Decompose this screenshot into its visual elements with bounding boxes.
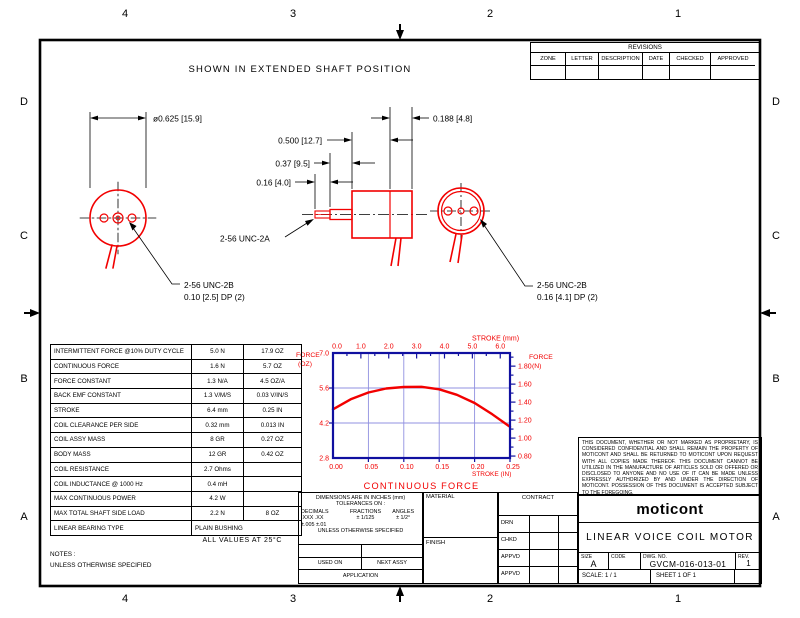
chart-label-top: 3.0 (411, 343, 422, 351)
zone-right-B: B (772, 373, 780, 385)
spec-row (51, 418, 302, 433)
side-view (302, 191, 428, 266)
spec-value-metric: 6.4 mm (192, 403, 244, 418)
size-label: SIZE (581, 554, 593, 560)
tol-decimals-values: .XXX .XX (301, 515, 324, 522)
spec-row (51, 447, 302, 462)
notes-text: UNLESS OTHERWISE SPECIFIED (50, 562, 152, 569)
scale-row (579, 570, 761, 584)
dwg-no-label: DWG. NO. (643, 554, 667, 560)
lead-wires (391, 238, 401, 266)
disclaimer-text: THIS DOCUMENT, WHETHER OR NOT MARKED AS PROPRIETARY, IS CONSIDERED CONFIDENTIAL AND SHALL REMAIN THE PROPERTY OF MOTICONT AND SHALL BE RETURNED TO MOTICONT UPON REQUEST WITH ALL COPIES MADE THEREOF. THIS DOCUMENT CANNOT BE UTILIZED IN THE MANUFACTURE OF ARTICLES SOLD OR OFFERED OR DISCLOSED TO ANYONE AND NO USE OF IT CAN BE MADE UNLESS EXPRESSLY AUTHORIZED BY AND UNDER THE DIRECTION OF MOTICONT. POSSESSION OF THIS DOCUMENT IS ACCEPTED SUBJECT TO THE FOREGOING. (582, 440, 758, 496)
contract-rows (499, 515, 577, 583)
size-value: A (590, 559, 597, 569)
dim-037: 0.37 [9.5] (275, 158, 310, 169)
spec-value-metric: 0.32 mm (192, 418, 244, 433)
spec-row (51, 359, 302, 374)
revisions-col-description: DESCRIPTION (599, 53, 643, 66)
tolerance-block (298, 492, 423, 584)
revisions-title: REVISIONS (531, 43, 759, 53)
tol-line1: DIMENSIONS ARE IN INCHES (mm) (315, 495, 406, 501)
spec-value-metric: 12 GR (192, 447, 244, 462)
zone-bottom-1: 1 (674, 593, 682, 605)
contract-row-chkd (499, 532, 577, 549)
logo-row (579, 496, 761, 523)
spec-label: LINEAR BEARING TYPE (51, 521, 192, 536)
dim-0500: 0.500 [12.7] (278, 135, 322, 146)
zone-bottom-3: 3 (289, 593, 297, 605)
chart-label-right: 1.80 (518, 363, 532, 371)
contract-row-date-cell (559, 550, 577, 566)
chart-label-bottom: 0.25 (506, 464, 520, 471)
zone-top-3: 3 (289, 8, 297, 20)
revisions-col-approved: APPROVED (711, 53, 755, 66)
contract-row-name-cell (530, 550, 559, 566)
tol-line3: UNLESS OTHERWISE SPECIFIED (317, 528, 404, 535)
zone-right-D: D (772, 96, 780, 108)
contract-row-name-cell (530, 533, 559, 549)
tol-angles (386, 509, 420, 528)
zone-top-2: 2 (486, 8, 494, 20)
next-assy-label: NEXT ASSY (377, 560, 407, 566)
spec-value-imperial: 17.9 OZ (243, 345, 301, 360)
spec-value-imperial: 0.013 IN (243, 418, 301, 433)
tol-decimals-header: DECIMALS (301, 508, 329, 515)
chart-axis-title-left: FORCE (296, 352, 320, 359)
material-block (423, 492, 498, 584)
dim-diameter: ø0.625 [15.9] (153, 113, 202, 124)
contract-row-appvd (499, 549, 577, 566)
chart-label-top: 1.0 (356, 343, 366, 351)
scale-row-spacer (735, 570, 761, 584)
zone-top-1: 1 (674, 8, 682, 20)
revisions-empty-row (531, 66, 759, 79)
contract-row-drn (499, 515, 577, 532)
spec-label: STROKE (51, 403, 192, 418)
zone-right-C: C (772, 230, 780, 242)
spec-value-imperial: 0.27 OZ (243, 433, 301, 448)
label-unc2b-right-1: 2-56 UNC-2B (537, 280, 587, 290)
chart-axis-title-top: STROKE (mm) (472, 335, 520, 343)
spec-value-metric: 0.4 mH (192, 477, 244, 492)
label-unc2b-right-2: 0.16 [4.1] DP (2) (537, 292, 598, 302)
spec-row (51, 477, 302, 492)
notes-label: NOTES : (50, 551, 76, 558)
used-on-empty-row (299, 544, 422, 558)
spec-label: FORCE CONSTANT (51, 374, 192, 389)
chart-label-top: 0.0 (332, 343, 342, 351)
contract-label: CONTRACT (521, 495, 555, 501)
lead-wires (106, 245, 117, 268)
spec-row (51, 433, 302, 448)
chart-label-bottom: 0.00 (329, 464, 343, 471)
spec-label: COIL RESISTANCE (51, 462, 192, 477)
contract-row-name-cell (530, 567, 559, 583)
sheet-cell: SHEET 1 OF 1 (651, 570, 735, 584)
spec-label: CONTINUOUS FORCE (51, 359, 192, 374)
spec-label: MAX CONTINUOUS POWER (51, 491, 192, 506)
dimension-labels (153, 114, 598, 303)
spec-row (51, 462, 302, 477)
contract-row-label: APPVD (499, 550, 530, 566)
contract-row-label: DRN (499, 516, 530, 532)
force-curve (333, 387, 510, 427)
spec-value-metric: 1.3 V/M/S (192, 389, 244, 404)
drawing-title: LINEAR VOICE COIL MOTOR (586, 532, 754, 543)
revisions-col-date: DATE (643, 53, 670, 66)
dwg-no-cell (641, 553, 736, 569)
zone-right-A: A (772, 511, 780, 523)
spec-row (51, 521, 302, 536)
zone-left-D: D (20, 96, 28, 108)
dim-016: 0.16 [4.0] (256, 177, 291, 188)
contract-row-date-cell (559, 533, 577, 549)
revisions-col-checked: CHECKED (670, 53, 711, 66)
contract-row-date-cell (559, 567, 577, 583)
title-block (578, 495, 762, 584)
disclaimer-box (578, 437, 762, 495)
spec-row (51, 389, 302, 404)
tol-angles-value: ± 1/2° (396, 515, 411, 522)
tol-decimals (301, 509, 345, 528)
material-label: MATERIAL (426, 494, 455, 500)
chart-label-bottom: 0.20 (470, 464, 485, 471)
spec-row (51, 345, 302, 360)
chart-axis-title-right: (N) (532, 363, 542, 370)
specifications-table (50, 344, 302, 536)
spec-value-metric: 1.6 N (192, 359, 244, 374)
tol-columns (299, 508, 422, 528)
chart-label-right: 1.00 (518, 435, 532, 443)
revisions-empty-cell (531, 66, 566, 79)
spec-value-imperial: 0.03 V/IN/S (243, 389, 301, 404)
label-unc2a: 2-56 UNC-2A (220, 233, 270, 244)
spec-row (51, 506, 302, 521)
spec-value-imperial (243, 491, 301, 506)
contract-row-label: APPVD (499, 567, 530, 583)
spec-value-imperial (243, 477, 301, 492)
spec-row (51, 403, 302, 418)
revisions-empty-cell (711, 66, 755, 79)
chart-axis-title-bottom: STROKE (IN) (472, 471, 512, 478)
tol-angles-header: ANGLES (392, 508, 415, 515)
size-cell (579, 553, 609, 569)
chart-label-top: 2.0 (383, 343, 394, 351)
label-unc2b-left-2: 0.10 [2.5] DP (2) (184, 292, 245, 302)
spec-label: COIL ASSY MASS (51, 433, 192, 448)
spec-value-imperial: 8 OZ (243, 506, 301, 521)
used-on-label: USED ON (299, 558, 362, 570)
revisions-table (530, 42, 760, 80)
chart-label-top: 4.0 (439, 343, 450, 351)
chart-label-right: 1.20 (518, 417, 532, 425)
chart-label-left: 5.6 (319, 385, 329, 393)
revisions-empty-cell (599, 66, 643, 79)
code-cell (609, 553, 641, 569)
spec-value-merged: PLAIN BUSHING (192, 521, 302, 536)
chart-label-bottom: 0.15 (435, 464, 450, 471)
spec-value-metric: 4.2 W (192, 491, 244, 506)
spec-value-metric: 8 GR (192, 433, 244, 448)
left-end-view (80, 182, 156, 268)
spec-value-imperial: 0.25 IN (243, 403, 301, 418)
spec-label: BACK EMF CONSTANT (51, 389, 192, 404)
chart-label-left: 4.2 (319, 420, 329, 428)
finish-label: FINISH (426, 540, 446, 546)
view-caption: SHOWN IN EXTENDED SHAFT POSITION (188, 64, 412, 75)
chart-label-top: 6.0 (495, 343, 506, 351)
spec-row (51, 374, 302, 389)
contract-row-name-cell (530, 516, 559, 532)
zone-top-4: 4 (121, 8, 129, 20)
chart-label-right: 1.60 (518, 381, 532, 389)
size-row (579, 553, 761, 570)
zone-left-A: A (20, 511, 28, 523)
spec-value-metric: 5.0 N (192, 345, 244, 360)
contract-block (498, 492, 578, 584)
title-row (579, 523, 761, 553)
spec-value-metric: 2.7 Ohms (192, 462, 244, 477)
spec-value-metric: 2.2 N (192, 506, 244, 521)
chart-label-left: 2.8 (319, 455, 329, 463)
tol-fractions-value: ± 1/125 (356, 515, 375, 522)
lead-wires (450, 234, 462, 263)
revisions-empty-cell (670, 66, 711, 79)
spec-label: COIL INDUCTANCE @ 1000 Hz (51, 477, 192, 492)
spec-value-imperial: 4.5 OZ/A (243, 374, 301, 389)
spec-value-imperial: 5.7 OZ (243, 359, 301, 374)
chart-label-right: 0.80 (518, 453, 532, 461)
chart-plot-border (333, 353, 510, 458)
application-row (299, 569, 422, 583)
dwg-no-value: GVCM-016-013-01 (649, 559, 727, 569)
spec-value-imperial: 0.42 OZ (243, 447, 301, 462)
contract-row-date-cell (559, 516, 577, 532)
chart-label-left: 7.0 (319, 350, 329, 358)
moticont-logo: moticont (636, 500, 704, 518)
rev-value: 1 (746, 559, 751, 568)
spec-value-imperial (243, 462, 301, 477)
spec-label: COIL CLEARANCE PER SIDE (51, 418, 192, 433)
spec-label: MAX TOTAL SHAFT SIDE LOAD (51, 506, 192, 521)
revisions-empty-cell (566, 66, 599, 79)
chart-label-bottom: 0.05 (364, 464, 379, 471)
chart-axis-title-left: (OZ) (298, 361, 312, 368)
spec-label: INTERMITTENT FORCE @10% DUTY CYCLE (51, 345, 192, 360)
label-unc2b-left-1: 2-56 UNC-2B (184, 280, 234, 290)
chart-label-right: 1.40 (518, 399, 532, 407)
contract-row-label: CHKD (499, 533, 530, 549)
dimensions (90, 107, 533, 286)
rev-cell (736, 553, 761, 569)
zone-bottom-4: 4 (121, 593, 129, 605)
dim-0188: 0.188 [4.8] (433, 113, 473, 124)
application-label: APPLICATION (342, 573, 379, 579)
contract-row-appvd (499, 566, 577, 583)
zone-left-C: C (20, 230, 28, 242)
chart-label-top: 5.0 (467, 343, 478, 351)
zone-left-B: B (20, 373, 28, 385)
tol-fractions (345, 509, 387, 528)
chart-axis-title-right: FORCE (529, 354, 553, 361)
chart-title: CONTINUOUS FORCE (363, 481, 480, 491)
revisions-empty-cell (643, 66, 670, 79)
spec-row (51, 491, 302, 506)
continuous-force-chart (296, 336, 553, 492)
revisions-col-zone: ZONE (531, 53, 566, 66)
spec-value-metric: 1.3 N/A (192, 374, 244, 389)
scale-cell: SCALE: 1 / 1 (579, 570, 651, 584)
code-label: CODE (611, 554, 626, 560)
revisions-col-letter: LETTER (566, 53, 599, 66)
spec-footnote: ALL VALUES AT 25°C (202, 537, 282, 544)
spec-label: BODY MASS (51, 447, 192, 462)
rev-label: REV. (738, 554, 750, 560)
chart-label-bottom: 0.10 (399, 464, 414, 471)
material-finish-divider (424, 537, 497, 538)
tol-decimals-tols: ±.005 ±.01 (301, 521, 327, 528)
tol-line2: TOLERANCES ON : (335, 501, 386, 508)
zone-bottom-2: 2 (486, 593, 494, 605)
tol-fractions-header: FRACTIONS (349, 508, 382, 515)
revisions-header-row (531, 53, 759, 66)
